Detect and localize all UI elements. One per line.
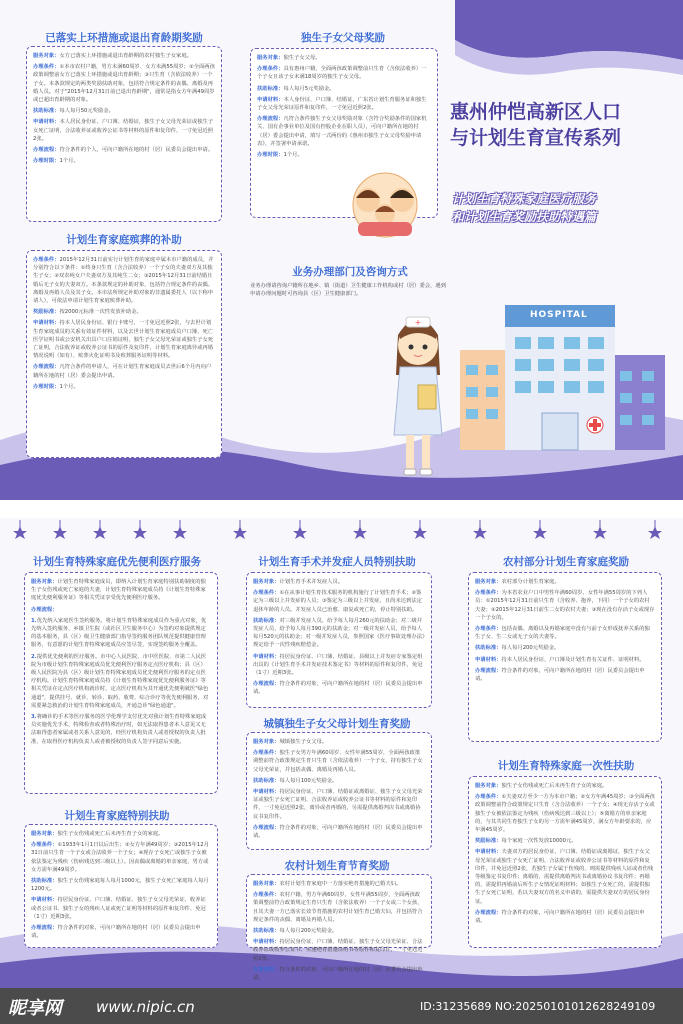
text: 每人每月50元奖励金。 bbox=[59, 108, 114, 115]
text: 持居民身份证、户口簿、结婚证、县级以上并发症专家鉴定组出具的《计划生育手术并发症技术鉴定书》等材料的原件和复印件，免冠（1寸）近期3张。 bbox=[253, 653, 423, 677]
sec-urban-single-child-title: 城镇独生子女父母计划生育奖励 bbox=[263, 718, 411, 730]
label: 办理条件： bbox=[253, 750, 280, 757]
label: 办理流程： bbox=[253, 824, 280, 831]
text: 农村部分计划生育家庭。 bbox=[501, 579, 560, 585]
text: 持居民身份证、户口簿、结婚证、独生子女父母光荣证、收养证或者公证书、独生子女的残疾人证或死亡证明等材料的原件和复印件、免冠（1寸）近期3张。 bbox=[31, 897, 206, 920]
text: 符合条件的对象，可向户籍所在地的村（居）民委员会提出申请。 bbox=[475, 909, 645, 925]
label: 办理流程： bbox=[31, 606, 58, 613]
text: 符合条件的对象，可向户籍所在地的村（居）民委员会提出申请。 bbox=[253, 966, 423, 982]
label: 办理流程： bbox=[253, 681, 280, 688]
text: 持本人居民身份证、银行卡账号，一寸免冠近照2张，与去世计划生育家庭成员的关系有效证件材料，以及去世计划生育家庭成员户口簿，死亡医学证明书或公安机关出具户口注销证明，独生子女父母光荣证或独生子女死亡证明，合法收养证或收养公证书的原件及复印件，计划生育家庭离异或再婚情况说明（如有）、殡葬火化证明书及殡葬服务证明等材料。 bbox=[33, 320, 214, 360]
text: 具有惠州户籍，全面两孩政策调整前只生育（含依法收养）一个子女且该子女未满18周岁的独生子女父母。 bbox=[257, 66, 427, 81]
hero-title-line1: 惠州仲恺高新区人口 bbox=[450, 101, 622, 123]
label: 申请材料： bbox=[33, 119, 60, 126]
label: 扶助标准： bbox=[31, 878, 58, 885]
label: 办理时限： bbox=[33, 158, 60, 165]
text: 2015年12月31日前实行计划生育的家庭中属本市户籍的成员，并分别符合以下条件：①终身只生育（含合法收养）一个子女的夫妻双方及其独生子女；②双农纯女户夫妻双方及其纯生二女；③2015年12月31日前结婚且婚后无子女的夫妻双方。本条款规定的补助对象，包括符合规定条件的丧偶、离婚及再婚人员及其子女。本市法所规定补助对象的非遗属委托人（以下称申请人），可依法申请计划生育家庭殡葬补助。 bbox=[33, 257, 214, 305]
label: 服务对象： bbox=[253, 881, 280, 887]
service-dept-title: 业务办理部门及咨询方式 bbox=[292, 266, 408, 278]
label: 服务对象： bbox=[475, 579, 502, 585]
watermark-id: ID:31235689 NO:20250101012628249109 bbox=[420, 1000, 656, 1013]
label: 服务对象： bbox=[253, 579, 280, 585]
text: 持居民身份证、户口簿、结婚证或离婚证、独生子女父母光荣证或独生子女死亡证明、合法收养证或收养公证书等材料的原件和复印件，一寸免冠近照2张，离异或者再婚的，另需提供离婚判决书或离婚协议书复印件。 bbox=[253, 789, 423, 820]
sec-funeral-subsidy-box bbox=[26, 250, 222, 458]
label: 办理时限： bbox=[257, 152, 284, 159]
text: 将确诊的手术等医疗服务的医学伦理学支付优先对我计划生育特殊家庭成员实施优先手术，特殊检查或者特殊治疗时，如无法取得患者本人意见又无法取得患者家属或者关系人意见的，经医疗机构负责人或者授权的负责人批准，在取得医疗机构负责人或者被授权的负责人签字同意后实施。 bbox=[31, 714, 207, 745]
text: 计划生育特殊家庭成员，即纳入计划生育家庭特别扶助制度的独生子女伤残或死亡家庭的夫妻，计划生育特殊家庭成员持《计划生育特殊家庭优先便利服务证》等相关凭证享受优先便利医疗服务。 bbox=[31, 579, 206, 602]
label: 办理条件： bbox=[475, 590, 502, 597]
label: 奖励标准： bbox=[33, 309, 60, 316]
label: 扶助标准： bbox=[475, 645, 502, 652]
label: 扶助标准： bbox=[33, 108, 60, 115]
label: 办理流程： bbox=[253, 966, 280, 973]
text: 城镇独生子女父母。 bbox=[279, 739, 328, 745]
text: 农村户籍，男方年满60周岁、女性年满55周岁，全面两孩政策调整前符合政策规定生育只生育（含依法收养）一个子女或二个女孩，且其夫妻一方已落实长效节育措施的农村计划生育已婚夫妇，并包括符合规定条件的丧偶、离婚及再婚人员。 bbox=[253, 892, 423, 923]
text: ①在从事计划生育技术服务的机构施行了计划生育手术；②鉴定为三级以上并发症的人员；③鉴定为三级以上并发症，且尚未达到法定退休年龄的人员。并发症人员已治愈、康复或死亡的，停止特别扶助。 bbox=[253, 590, 422, 613]
sec-one-time-support-box bbox=[468, 776, 662, 948]
label: 扶助标准： bbox=[253, 617, 280, 624]
label: 申请材料： bbox=[33, 320, 60, 327]
text: 符合条件的对象，可向户籍所在地的村（居）民委员会提出申请。 bbox=[253, 824, 423, 840]
label: 2. bbox=[31, 653, 37, 660]
text: 独生子女父母。 bbox=[283, 55, 321, 61]
hero-title bbox=[450, 100, 680, 151]
label: 办理条件： bbox=[475, 626, 502, 633]
sec-rural-sterilization-title: 农村计划生育节育奖励 bbox=[284, 860, 390, 872]
label: 办理流程： bbox=[33, 147, 60, 154]
label: 服务对象： bbox=[31, 831, 58, 837]
label: 办理条件： bbox=[33, 257, 60, 263]
hero-subtitle-line1: 计划生育特殊家庭医疗服务 bbox=[452, 192, 597, 206]
label: 办理流程： bbox=[475, 909, 502, 916]
text: 凡符合条件的申请人，可在计划生育家庭成员去世后6个月内向户籍所在地的村（居）委会提出申请。 bbox=[33, 364, 212, 379]
text: 女方已落实上环措施或退出育龄期的农村独生子女家庭。 bbox=[59, 53, 192, 59]
label: 申请材料： bbox=[253, 653, 280, 660]
label: 办理条件： bbox=[31, 842, 58, 849]
text: 凡符合条件独生子女父母奖励对象（含符合奖励条件的国家机关、国有企事业单位及国有控股企业在职人员），可向户籍所在地的村（居）委会提出申请，填写一式两份的《惠州市独生子女父母奖励申请表》，并签署申请承诺。 bbox=[257, 116, 427, 147]
text: 每人每月200元奖励金。 bbox=[501, 645, 560, 652]
label: 服务对象： bbox=[253, 739, 280, 745]
label: 服务对象： bbox=[257, 55, 284, 61]
hospital-sign: HOSPITAL bbox=[530, 310, 588, 320]
label: 申请材料： bbox=[475, 656, 502, 663]
text: 1个月。 bbox=[283, 152, 303, 159]
text: 独生子女男方年满60周岁、女性年满55周岁，全面两孩政策调整前符合政策规定生育只生育（含依法收养）一个子女，持有独生子女父母光荣证，并包括丧偶、离婚及再婚人员。 bbox=[253, 750, 423, 773]
nurse-illustration bbox=[378, 305, 458, 485]
text: 为本省农业户口中男性年满60周岁、女性年满55周岁的下列人员：①2015年12月31日前只生育（含收养、抱养，下同）一个子女的农村夫妻；②2015年12月31日前生二女的农村夫妻；③现在没有存活子女或现存一个子女的。 bbox=[475, 590, 655, 621]
label: 申请材料： bbox=[253, 939, 280, 946]
label: 扶助标准： bbox=[253, 928, 280, 935]
label: 1. bbox=[31, 617, 37, 624]
label: 服务对象： bbox=[33, 53, 60, 59]
label: 办理条件： bbox=[253, 892, 280, 899]
sec-one-time-support-title: 计划生育特殊家庭一次性扶助 bbox=[497, 760, 635, 772]
label: 办理时限： bbox=[33, 383, 60, 390]
text: 按2000元标准一次性发放补助金。 bbox=[59, 309, 142, 316]
sec-single-child-parent-title: 独生子女父母奖励 bbox=[301, 32, 385, 44]
label: 扶助标准： bbox=[257, 85, 284, 92]
text: 本人居民身份证、户口簿、结婚证，独生子女父母光荣证或独生子女死亡证明，合法收养证或收养公证书等材料的原件和复印件，一寸免冠近照2张。 bbox=[33, 119, 214, 142]
text: 持本人居民身份证、户口簿及计划生育有关证件、证明材料。 bbox=[501, 656, 645, 663]
sec-rural-family-reward-title: 农村部分计划生育家庭奖励 bbox=[503, 556, 629, 568]
text: 每人每月200元奖励金。 bbox=[279, 928, 338, 935]
text: 每人每月100元奖励金。 bbox=[279, 777, 338, 784]
text: 包括丧偶、离婚以及再婚家庭中没有与前子女形成抚养关系的独生子女、生二女或无子女的夫妻等。 bbox=[475, 626, 650, 641]
text: 符合条件的对象，可向户籍所在地的村（居）民委员会提出申请。 bbox=[475, 667, 645, 683]
sec-funeral-subsidy-title: 计划生育家庭殡葬的补助 bbox=[66, 234, 182, 246]
label: 申请材料： bbox=[475, 849, 502, 856]
sec-rural-family-reward-box bbox=[468, 572, 662, 742]
hero-subtitle bbox=[452, 190, 682, 226]
text: 计划生育手术并发症人员。 bbox=[279, 579, 344, 585]
text: ①夫妻双方至少一方为本市户籍；②女方年满45周岁；③全面两孩政策调整前符合政策规定只生育（含合法收养）一个子女；④现无存活子女或独生子女被依法鉴定为残疾（伤病残达到三级以上）；⑤离婚方的单亲家庭的，与其共同生育独生子女的另一方需年满45周岁，满女方年龄要求的，应年满45周岁。 bbox=[475, 794, 655, 834]
top-sheet bbox=[0, 0, 683, 500]
sec-rural-sterilization-box bbox=[246, 874, 432, 982]
text: 每个家庭一次性发放10000元。 bbox=[501, 838, 577, 845]
sec-surgery-complication-title: 计划生育手术并发症人员特别扶助 bbox=[258, 556, 416, 568]
text: 持居民身份证、户口簿、结婚证、独生子女父母光荣证、合法收养证或收养公证书、实施绝育措施证明书等原件和复印件，一寸免冠近照2张。 bbox=[253, 939, 423, 962]
label: 办理条件： bbox=[253, 590, 280, 597]
watermark-logo: 昵享网 bbox=[8, 998, 62, 1019]
family-illustration bbox=[340, 170, 430, 240]
sec-surgery-complication-box bbox=[246, 572, 432, 708]
label: 申请材料： bbox=[257, 96, 284, 103]
service-dept-text: 业务办理请咨询户籍所在地乡、镇（街道）卫生健康工作机构或村（居）委会，遇到申请办理问题时可咨询县（区）卫生健康部门。 bbox=[250, 283, 446, 298]
label: 申请材料： bbox=[253, 789, 280, 796]
label: 办理流程： bbox=[33, 364, 60, 371]
text: 1个月。 bbox=[59, 383, 79, 390]
label: 办理条件： bbox=[475, 794, 502, 801]
text: 每人每月5元奖励金。 bbox=[283, 85, 335, 92]
sec-priority-medical-title: 计划生育特殊家庭优先便利医疗服务 bbox=[33, 556, 201, 568]
label: 服务对象： bbox=[475, 783, 502, 789]
label: 办理流程： bbox=[257, 116, 284, 123]
text: 符合条件的个人，可向户籍所在地的村（居）民委员会提出申请。 bbox=[59, 147, 214, 154]
sec-special-support-title: 计划生育家庭特别扶助 bbox=[64, 810, 170, 822]
sec-urban-single-child-box bbox=[246, 732, 432, 850]
label: 奖励标准： bbox=[475, 838, 502, 845]
label: 办理流程： bbox=[31, 925, 58, 932]
text: 农村计划生育家庭中一方落实绝育措施的已婚夫妇。 bbox=[279, 881, 402, 887]
text: 对三级并发症人员，给予每人每月260元的扶助金；对二级并发症人员，给予每人每月390元的扶助金；对一级并发症人员，给予每人每月520元的扶助金；对一级并发症人员，参照国家《医疗事故处理办法》规定给予一次性残疾赔偿金。 bbox=[253, 617, 425, 649]
hero-title-line2: 与计划生育宣传系列 bbox=[450, 126, 622, 149]
text: ①1933年1月1日以后出生；②女方年满49周岁；③2015年12月31日前只生育一个子女或合法收养一个子女；④现存子女死亡或独生子女被依法鉴定为残疾（伤病残达到三级以上）。因丧偶或离婚的单亲家庭，男方或女方需年满49周岁。 bbox=[31, 842, 209, 873]
text: 符合条件的对象，可向户籍所在地的村（居）民委员会提出申请。 bbox=[31, 925, 201, 940]
watermark-url: www.nipic.cn bbox=[96, 998, 195, 1016]
text: 提供优先便利的医疗服务。市中心人民医院、市中医医院、市第二人民医院为市级计划生育特殊家庭成员优先便利医疗服务定点医疗机构；县（区）级人民医院为县（区）级计划生育特殊家庭成员优先便利医疗服务的定点医疗机构。计划生育特殊家庭成员持《计划生育特殊家庭优先便利服务证》等相关凭证在定点医疗机构就诊时，定点医疗机构为其开通优先便利就医"绿色通道"，提供挂号、就诊、转诊、取药、收费、综合诊疗等优先便利服务，对需要紧急救治的计划生育特殊家庭成员，开通急诊"绿色通道"。 bbox=[31, 653, 209, 709]
label: 申请材料： bbox=[31, 897, 58, 904]
text: 1个月。 bbox=[59, 158, 79, 165]
sec-special-support-box bbox=[24, 824, 218, 948]
label: 3. bbox=[31, 714, 37, 721]
svg-text:+: + bbox=[414, 318, 422, 327]
sec-priority-medical-box bbox=[24, 572, 218, 794]
sec-upper-ring-reward-title: 已落实上环措施或退出育龄期奖励 bbox=[45, 32, 203, 44]
text: 独生子女伤残家庭每人每月1000元，独生子女死亡家庭每人每月1200元。 bbox=[31, 878, 209, 893]
label: 办理条件： bbox=[33, 64, 60, 71]
label: 办理条件： bbox=[257, 66, 284, 73]
text: ①本市农村户籍，男方未满60周岁、女方未满55周岁；②全面两孩政策调整前女方已落实上环措施或退出育龄期；③只生育（含依法收养）一个子女。本条款规定的两类奖励扶助对象，包括符合规定条件的丧偶、离婚及再婚人员。对于"2015年12月31日前已退出育龄期"，通常是指女方年满49周岁或已超出育龄期的对象。 bbox=[33, 64, 215, 104]
text: 夫妻双方的居民身份证、户口簿、结婚证或离婚证，独生子女父母光荣证或独生子女死亡证明、合法收养证或收养公证书等材料的原件和复印件，并免冠近照2张，若独生子女属于伤残的，则需提供残疾人证或者伤残等级鉴定书复印件；离婚的，需提供离婚判决书或离婚协议书复印件；再婚的，需提供再婚前后所生子女情况证明材料；如独生子女死亡的，需提供独生子女死亡证明，若以夫妻双方的名义申请的，需提供夫妻双方的居民身份证。 bbox=[475, 849, 654, 905]
text: 优先纳入家庭医生签约服务。将计划生育特殊家庭成员作为重点对象，优先纳入签约服务，乡镇卫生院（或社区卫生服务中心）为签约对象提供规定的基本服务，县（区）级卫生健康部门指导签约服务团队规范提供健康管理服务，有意愿的计划生育特殊家庭成员应签尽签，实现签约服务全覆盖。 bbox=[31, 617, 207, 649]
bottom-sheet bbox=[0, 518, 683, 988]
label: 办理流程： bbox=[475, 667, 502, 674]
label: 扶助标准： bbox=[253, 777, 280, 784]
label: 服务对象： bbox=[31, 579, 58, 585]
hero-subtitle-line2: 和计划生育奖励扶助特遇篇 bbox=[452, 210, 597, 224]
sec-upper-ring-reward-box bbox=[26, 46, 222, 222]
text: 本人身份证、户口簿、结婚证、广东省计划生育服务证和独生子女父母光荣证原件和复印件，一寸免冠近照2张。 bbox=[257, 96, 427, 112]
text: 独生子女伤残或死亡后未再生育子女的家庭。 bbox=[57, 831, 164, 837]
text: 符合条件的对象，可向户籍所在地的村（居）民委员会提出申请。 bbox=[253, 681, 423, 696]
text: 独生子女伤残或死亡后未再生育子女的家庭。 bbox=[501, 783, 608, 789]
